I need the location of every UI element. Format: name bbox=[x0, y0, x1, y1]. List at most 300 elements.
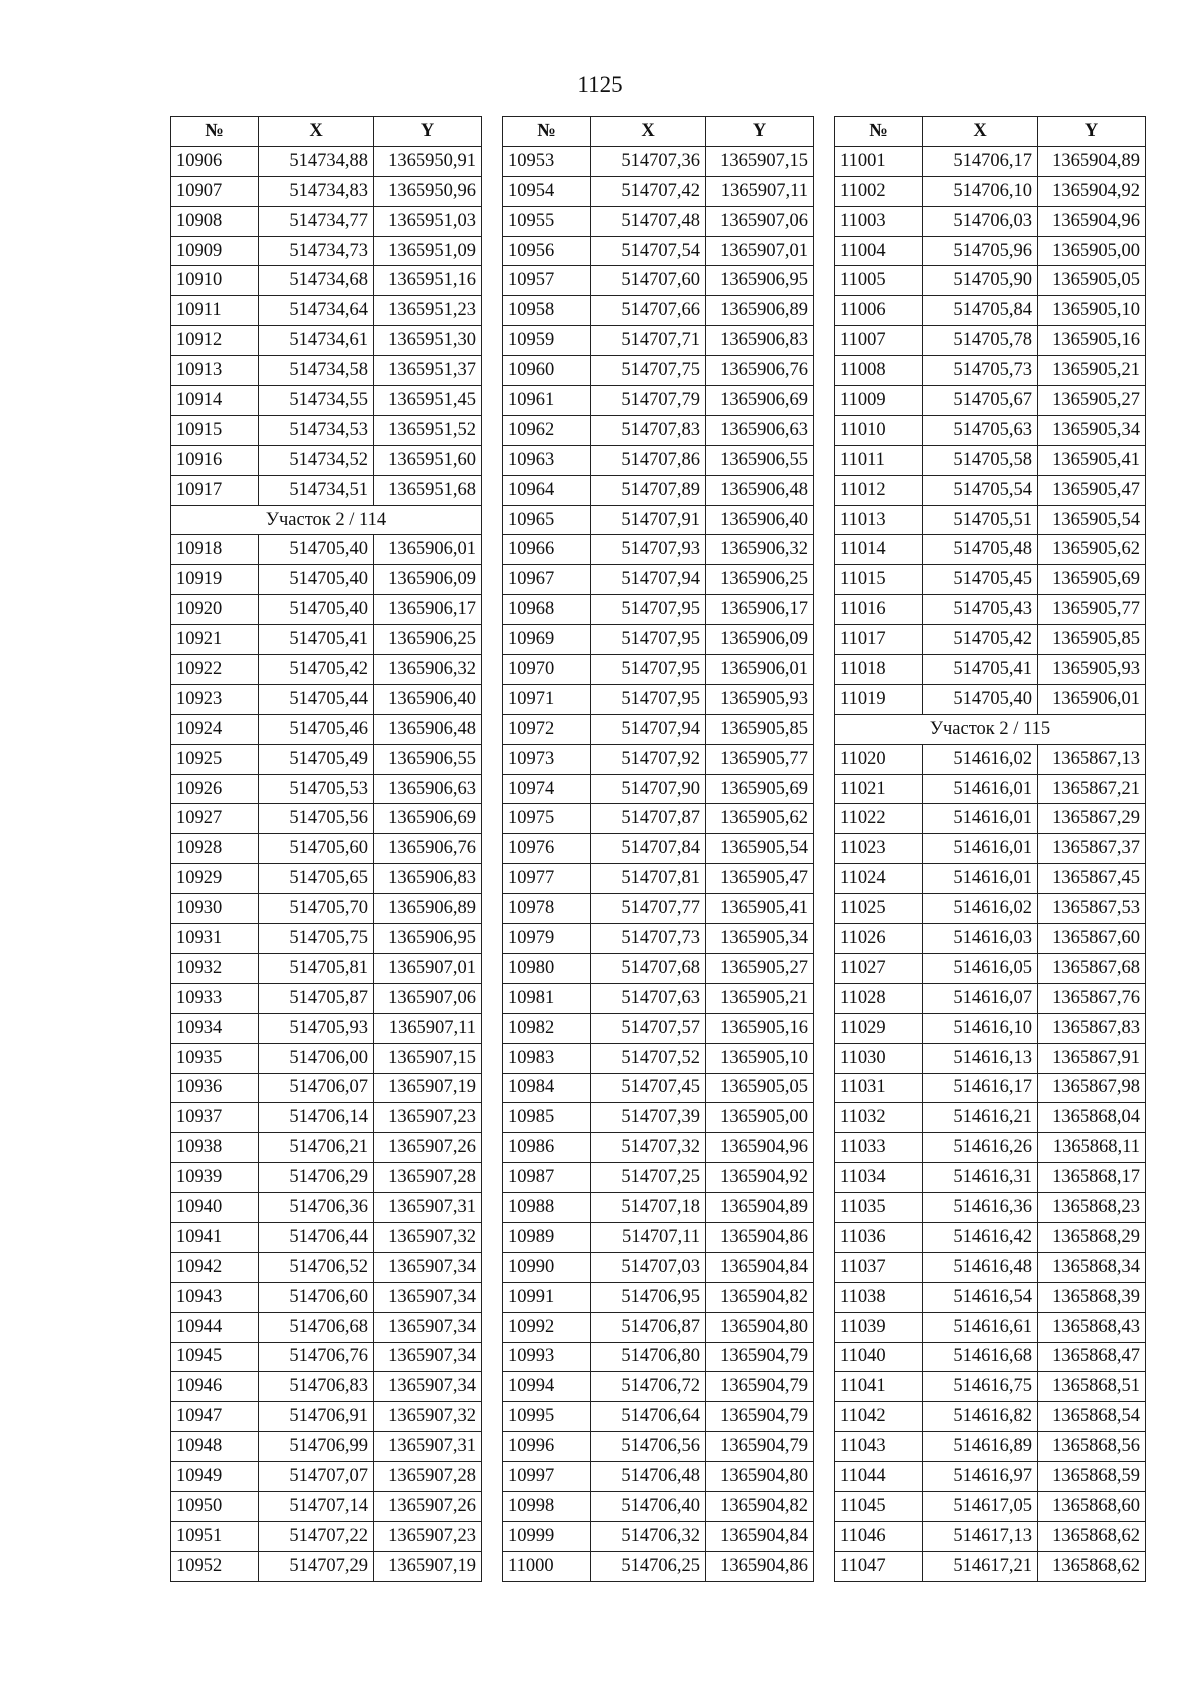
point-number: 10989 bbox=[503, 1222, 591, 1252]
point-number: 11030 bbox=[835, 1043, 923, 1073]
point-number: 11015 bbox=[835, 565, 923, 595]
point-number: 10967 bbox=[503, 565, 591, 595]
table-row bbox=[503, 565, 814, 595]
y-coordinate: 1365905,27 bbox=[1038, 386, 1146, 416]
point-number: 11021 bbox=[835, 774, 923, 804]
y-coordinate: 1365904,86 bbox=[706, 1551, 814, 1581]
y-coordinate: 1365868,29 bbox=[1038, 1222, 1146, 1252]
x-coordinate: 514705,40 bbox=[259, 535, 374, 565]
table-row bbox=[503, 326, 814, 356]
x-coordinate: 514707,90 bbox=[591, 774, 706, 804]
table-row bbox=[835, 236, 1146, 266]
point-number: 10982 bbox=[503, 1013, 591, 1043]
y-coordinate: 1365905,27 bbox=[706, 953, 814, 983]
point-number: 11007 bbox=[835, 326, 923, 356]
point-number: 10950 bbox=[171, 1491, 259, 1521]
table-row bbox=[835, 1282, 1146, 1312]
y-coordinate: 1365905,62 bbox=[706, 804, 814, 834]
x-coordinate: 514707,95 bbox=[591, 625, 706, 655]
x-coordinate: 514707,42 bbox=[591, 176, 706, 206]
table-row bbox=[835, 1133, 1146, 1163]
section-title: Участок 2 / 115 bbox=[835, 714, 1146, 744]
x-coordinate: 514734,83 bbox=[259, 176, 374, 206]
table-row bbox=[171, 804, 482, 834]
table-row bbox=[503, 296, 814, 326]
x-coordinate: 514734,53 bbox=[259, 415, 374, 445]
y-coordinate: 1365905,05 bbox=[706, 1073, 814, 1103]
point-number: 11014 bbox=[835, 535, 923, 565]
y-coordinate: 1365907,32 bbox=[374, 1222, 482, 1252]
point-number: 10986 bbox=[503, 1133, 591, 1163]
table-row bbox=[835, 1222, 1146, 1252]
table-row bbox=[835, 655, 1146, 685]
point-number: 10955 bbox=[503, 206, 591, 236]
header-number: № bbox=[503, 117, 591, 147]
y-coordinate: 1365950,96 bbox=[374, 176, 482, 206]
x-coordinate: 514705,46 bbox=[259, 714, 374, 744]
x-coordinate: 514617,13 bbox=[923, 1521, 1038, 1551]
point-number: 10979 bbox=[503, 924, 591, 954]
table-row bbox=[171, 266, 482, 296]
table-row bbox=[503, 266, 814, 296]
x-coordinate: 514706,64 bbox=[591, 1402, 706, 1432]
table-row bbox=[835, 894, 1146, 924]
point-number: 10962 bbox=[503, 415, 591, 445]
x-coordinate: 514707,36 bbox=[591, 146, 706, 176]
point-number: 10948 bbox=[171, 1432, 259, 1462]
x-coordinate: 514707,66 bbox=[591, 296, 706, 326]
point-number: 11009 bbox=[835, 386, 923, 416]
point-number: 11010 bbox=[835, 415, 923, 445]
y-coordinate: 1365867,53 bbox=[1038, 894, 1146, 924]
y-coordinate: 1365905,93 bbox=[1038, 655, 1146, 685]
y-coordinate: 1365907,28 bbox=[374, 1462, 482, 1492]
table-row bbox=[835, 1521, 1146, 1551]
x-coordinate: 514707,60 bbox=[591, 266, 706, 296]
x-coordinate: 514706,56 bbox=[591, 1432, 706, 1462]
table-row bbox=[835, 953, 1146, 983]
point-number: 10969 bbox=[503, 625, 591, 655]
point-number: 10924 bbox=[171, 714, 259, 744]
y-coordinate: 1365905,54 bbox=[1038, 505, 1146, 535]
table-row bbox=[171, 1252, 482, 1282]
x-coordinate: 514616,61 bbox=[923, 1312, 1038, 1342]
point-number: 10991 bbox=[503, 1282, 591, 1312]
x-coordinate: 514734,58 bbox=[259, 356, 374, 386]
table-row bbox=[503, 1103, 814, 1133]
table-row bbox=[835, 266, 1146, 296]
y-coordinate: 1365904,89 bbox=[1038, 146, 1146, 176]
y-coordinate: 1365905,10 bbox=[1038, 296, 1146, 326]
table-row bbox=[835, 1551, 1146, 1581]
coordinates-table-1 bbox=[170, 116, 482, 1582]
y-coordinate: 1365867,60 bbox=[1038, 924, 1146, 954]
y-coordinate: 1365868,51 bbox=[1038, 1372, 1146, 1402]
point-number: 11013 bbox=[835, 505, 923, 535]
x-coordinate: 514705,56 bbox=[259, 804, 374, 834]
point-number: 10943 bbox=[171, 1282, 259, 1312]
y-coordinate: 1365951,37 bbox=[374, 356, 482, 386]
x-coordinate: 514706,32 bbox=[591, 1521, 706, 1551]
point-number: 10907 bbox=[171, 176, 259, 206]
x-coordinate: 514706,29 bbox=[259, 1163, 374, 1193]
table-row bbox=[835, 684, 1146, 714]
y-coordinate: 1365904,89 bbox=[706, 1193, 814, 1223]
point-number: 10976 bbox=[503, 834, 591, 864]
table-row bbox=[835, 774, 1146, 804]
x-coordinate: 514705,73 bbox=[923, 356, 1038, 386]
table-row bbox=[503, 1551, 814, 1581]
table-row bbox=[503, 1133, 814, 1163]
x-coordinate: 514617,21 bbox=[923, 1551, 1038, 1581]
y-coordinate: 1365906,17 bbox=[706, 595, 814, 625]
x-coordinate: 514707,39 bbox=[591, 1103, 706, 1133]
y-coordinate: 1365906,83 bbox=[706, 326, 814, 356]
point-number: 10995 bbox=[503, 1402, 591, 1432]
point-number: 11034 bbox=[835, 1163, 923, 1193]
table-row bbox=[835, 1252, 1146, 1282]
point-number: 10911 bbox=[171, 296, 259, 326]
y-coordinate: 1365867,13 bbox=[1038, 744, 1146, 774]
y-coordinate: 1365868,62 bbox=[1038, 1551, 1146, 1581]
y-coordinate: 1365905,41 bbox=[706, 894, 814, 924]
table-row bbox=[171, 1551, 482, 1581]
x-coordinate: 514706,68 bbox=[259, 1312, 374, 1342]
point-number: 10916 bbox=[171, 445, 259, 475]
point-number: 10984 bbox=[503, 1073, 591, 1103]
x-coordinate: 514707,95 bbox=[591, 684, 706, 714]
y-coordinate: 1365904,82 bbox=[706, 1282, 814, 1312]
point-number: 11036 bbox=[835, 1222, 923, 1252]
table-body bbox=[503, 146, 814, 1581]
x-coordinate: 514705,43 bbox=[923, 595, 1038, 625]
table-row bbox=[171, 625, 482, 655]
y-coordinate: 1365905,16 bbox=[1038, 326, 1146, 356]
x-coordinate: 514616,75 bbox=[923, 1372, 1038, 1402]
y-coordinate: 1365906,32 bbox=[374, 655, 482, 685]
x-coordinate: 514707,14 bbox=[259, 1491, 374, 1521]
table-row bbox=[503, 236, 814, 266]
y-coordinate: 1365951,45 bbox=[374, 386, 482, 416]
table-row bbox=[503, 1073, 814, 1103]
y-coordinate: 1365906,48 bbox=[374, 714, 482, 744]
table-row bbox=[503, 475, 814, 505]
point-number: 10930 bbox=[171, 894, 259, 924]
point-number: 10906 bbox=[171, 146, 259, 176]
header-y: Y bbox=[1038, 117, 1146, 147]
x-coordinate: 514616,97 bbox=[923, 1462, 1038, 1492]
x-coordinate: 514707,52 bbox=[591, 1043, 706, 1073]
y-coordinate: 1365868,47 bbox=[1038, 1342, 1146, 1372]
x-coordinate: 514707,63 bbox=[591, 983, 706, 1013]
x-coordinate: 514706,44 bbox=[259, 1222, 374, 1252]
x-coordinate: 514707,45 bbox=[591, 1073, 706, 1103]
table-row bbox=[503, 1193, 814, 1223]
point-number: 10912 bbox=[171, 326, 259, 356]
point-number: 10980 bbox=[503, 953, 591, 983]
x-coordinate: 514705,45 bbox=[923, 565, 1038, 595]
table-row bbox=[503, 983, 814, 1013]
x-coordinate: 514707,95 bbox=[591, 595, 706, 625]
y-coordinate: 1365906,25 bbox=[374, 625, 482, 655]
x-coordinate: 514705,65 bbox=[259, 864, 374, 894]
table-row bbox=[503, 1491, 814, 1521]
table-row bbox=[503, 1043, 814, 1073]
x-coordinate: 514705,58 bbox=[923, 445, 1038, 475]
x-coordinate: 514734,73 bbox=[259, 236, 374, 266]
table-row bbox=[503, 924, 814, 954]
x-coordinate: 514705,75 bbox=[259, 924, 374, 954]
point-number: 10953 bbox=[503, 146, 591, 176]
point-number: 11045 bbox=[835, 1491, 923, 1521]
table-row bbox=[835, 834, 1146, 864]
y-coordinate: 1365867,68 bbox=[1038, 953, 1146, 983]
y-coordinate: 1365906,25 bbox=[706, 565, 814, 595]
point-number: 10935 bbox=[171, 1043, 259, 1073]
y-coordinate: 1365907,28 bbox=[374, 1163, 482, 1193]
point-number: 10908 bbox=[171, 206, 259, 236]
x-coordinate: 514707,91 bbox=[591, 505, 706, 535]
x-coordinate: 514705,60 bbox=[259, 834, 374, 864]
point-number: 11001 bbox=[835, 146, 923, 176]
table-row bbox=[503, 1342, 814, 1372]
table-row bbox=[835, 296, 1146, 326]
point-number: 11038 bbox=[835, 1282, 923, 1312]
table-row bbox=[503, 894, 814, 924]
table-row bbox=[171, 1402, 482, 1432]
table-row bbox=[171, 386, 482, 416]
y-coordinate: 1365906,48 bbox=[706, 475, 814, 505]
x-coordinate: 514734,61 bbox=[259, 326, 374, 356]
y-coordinate: 1365867,91 bbox=[1038, 1043, 1146, 1073]
y-coordinate: 1365905,47 bbox=[706, 864, 814, 894]
point-number: 10921 bbox=[171, 625, 259, 655]
point-number: 11024 bbox=[835, 864, 923, 894]
header-number: № bbox=[835, 117, 923, 147]
y-coordinate: 1365905,34 bbox=[706, 924, 814, 954]
table-row bbox=[171, 565, 482, 595]
y-coordinate: 1365868,62 bbox=[1038, 1521, 1146, 1551]
x-coordinate: 514707,95 bbox=[591, 655, 706, 685]
point-number: 10927 bbox=[171, 804, 259, 834]
table-row bbox=[835, 505, 1146, 535]
y-coordinate: 1365906,55 bbox=[706, 445, 814, 475]
point-number: 10918 bbox=[171, 535, 259, 565]
point-number: 11016 bbox=[835, 595, 923, 625]
y-coordinate: 1365905,10 bbox=[706, 1043, 814, 1073]
y-coordinate: 1365951,23 bbox=[374, 296, 482, 326]
table-row bbox=[503, 535, 814, 565]
table-row bbox=[503, 1282, 814, 1312]
table-row bbox=[171, 1073, 482, 1103]
y-coordinate: 1365907,32 bbox=[374, 1402, 482, 1432]
x-coordinate: 514705,54 bbox=[923, 475, 1038, 505]
table-row bbox=[171, 595, 482, 625]
y-coordinate: 1365868,11 bbox=[1038, 1133, 1146, 1163]
table-row bbox=[503, 1222, 814, 1252]
point-number: 10983 bbox=[503, 1043, 591, 1073]
point-number: 11032 bbox=[835, 1103, 923, 1133]
table-row bbox=[835, 1193, 1146, 1223]
point-number: 11033 bbox=[835, 1133, 923, 1163]
x-coordinate: 514705,40 bbox=[259, 565, 374, 595]
y-coordinate: 1365904,79 bbox=[706, 1402, 814, 1432]
table-row bbox=[171, 655, 482, 685]
x-coordinate: 514616,07 bbox=[923, 983, 1038, 1013]
point-number: 10934 bbox=[171, 1013, 259, 1043]
point-number: 11047 bbox=[835, 1551, 923, 1581]
x-coordinate: 514734,77 bbox=[259, 206, 374, 236]
table-row bbox=[171, 176, 482, 206]
y-coordinate: 1365868,56 bbox=[1038, 1432, 1146, 1462]
y-coordinate: 1365951,16 bbox=[374, 266, 482, 296]
point-number: 10915 bbox=[171, 415, 259, 445]
table-row bbox=[835, 1013, 1146, 1043]
table-row bbox=[171, 953, 482, 983]
y-coordinate: 1365906,55 bbox=[374, 744, 482, 774]
x-coordinate: 514616,05 bbox=[923, 953, 1038, 983]
x-coordinate: 514707,81 bbox=[591, 864, 706, 894]
y-coordinate: 1365906,32 bbox=[706, 535, 814, 565]
table-row bbox=[171, 744, 482, 774]
point-number: 10964 bbox=[503, 475, 591, 505]
point-number: 10958 bbox=[503, 296, 591, 326]
point-number: 10998 bbox=[503, 1491, 591, 1521]
point-number: 10942 bbox=[171, 1252, 259, 1282]
y-coordinate: 1365867,21 bbox=[1038, 774, 1146, 804]
point-number: 11039 bbox=[835, 1312, 923, 1342]
point-number: 11005 bbox=[835, 266, 923, 296]
point-number: 10936 bbox=[171, 1073, 259, 1103]
table-row bbox=[503, 356, 814, 386]
table-row bbox=[171, 296, 482, 326]
x-coordinate: 514734,68 bbox=[259, 266, 374, 296]
point-number: 10965 bbox=[503, 505, 591, 535]
point-number: 10909 bbox=[171, 236, 259, 266]
table-row bbox=[171, 894, 482, 924]
y-coordinate: 1365867,45 bbox=[1038, 864, 1146, 894]
x-coordinate: 514616,82 bbox=[923, 1402, 1038, 1432]
y-coordinate: 1365906,63 bbox=[706, 415, 814, 445]
point-number: 11026 bbox=[835, 924, 923, 954]
point-number: 11022 bbox=[835, 804, 923, 834]
y-coordinate: 1365907,19 bbox=[374, 1073, 482, 1103]
point-number: 10975 bbox=[503, 804, 591, 834]
table-body bbox=[835, 146, 1146, 1581]
y-coordinate: 1365951,60 bbox=[374, 445, 482, 475]
x-coordinate: 514616,26 bbox=[923, 1133, 1038, 1163]
table-row bbox=[835, 924, 1146, 954]
table-row bbox=[503, 415, 814, 445]
x-coordinate: 514616,54 bbox=[923, 1282, 1038, 1312]
point-number: 11040 bbox=[835, 1342, 923, 1372]
table-row bbox=[835, 386, 1146, 416]
section-header-row bbox=[835, 714, 1146, 744]
x-coordinate: 514706,25 bbox=[591, 1551, 706, 1581]
point-number: 10939 bbox=[171, 1163, 259, 1193]
y-coordinate: 1365906,76 bbox=[706, 356, 814, 386]
point-number: 10928 bbox=[171, 834, 259, 864]
x-coordinate: 514707,54 bbox=[591, 236, 706, 266]
table-row bbox=[503, 176, 814, 206]
y-coordinate: 1365906,09 bbox=[706, 625, 814, 655]
y-coordinate: 1365905,34 bbox=[1038, 415, 1146, 445]
x-coordinate: 514705,78 bbox=[923, 326, 1038, 356]
point-number: 10957 bbox=[503, 266, 591, 296]
x-coordinate: 514616,01 bbox=[923, 864, 1038, 894]
y-coordinate: 1365906,09 bbox=[374, 565, 482, 595]
y-coordinate: 1365867,29 bbox=[1038, 804, 1146, 834]
y-coordinate: 1365907,26 bbox=[374, 1133, 482, 1163]
point-number: 11017 bbox=[835, 625, 923, 655]
y-coordinate: 1365950,91 bbox=[374, 146, 482, 176]
x-coordinate: 514707,57 bbox=[591, 1013, 706, 1043]
x-coordinate: 514706,36 bbox=[259, 1193, 374, 1223]
x-coordinate: 514616,42 bbox=[923, 1222, 1038, 1252]
y-coordinate: 1365868,60 bbox=[1038, 1491, 1146, 1521]
table-row bbox=[503, 1402, 814, 1432]
header-x: X bbox=[259, 117, 374, 147]
x-coordinate: 514616,36 bbox=[923, 1193, 1038, 1223]
table-row bbox=[835, 1491, 1146, 1521]
point-number: 10981 bbox=[503, 983, 591, 1013]
table-row bbox=[835, 1163, 1146, 1193]
y-coordinate: 1365904,92 bbox=[706, 1163, 814, 1193]
y-coordinate: 1365907,06 bbox=[374, 983, 482, 1013]
point-number: 10987 bbox=[503, 1163, 591, 1193]
x-coordinate: 514707,89 bbox=[591, 475, 706, 505]
table-row bbox=[503, 804, 814, 834]
table-row bbox=[835, 356, 1146, 386]
x-coordinate: 514705,63 bbox=[923, 415, 1038, 445]
point-number: 10920 bbox=[171, 595, 259, 625]
point-number: 10956 bbox=[503, 236, 591, 266]
y-coordinate: 1365906,69 bbox=[374, 804, 482, 834]
table-body bbox=[171, 146, 482, 1581]
y-coordinate: 1365906,01 bbox=[374, 535, 482, 565]
x-coordinate: 514705,49 bbox=[259, 744, 374, 774]
table-row bbox=[171, 445, 482, 475]
table-row bbox=[503, 1163, 814, 1193]
x-coordinate: 514616,89 bbox=[923, 1432, 1038, 1462]
point-number: 10932 bbox=[171, 953, 259, 983]
table-header-row bbox=[503, 117, 814, 147]
y-coordinate: 1365907,34 bbox=[374, 1282, 482, 1312]
point-number: 10973 bbox=[503, 744, 591, 774]
table-row bbox=[503, 1013, 814, 1043]
x-coordinate: 514705,96 bbox=[923, 236, 1038, 266]
y-coordinate: 1365867,83 bbox=[1038, 1013, 1146, 1043]
y-coordinate: 1365907,26 bbox=[374, 1491, 482, 1521]
table-row bbox=[503, 1521, 814, 1551]
table-row bbox=[503, 1252, 814, 1282]
point-number: 10922 bbox=[171, 655, 259, 685]
table-row bbox=[171, 1043, 482, 1073]
y-coordinate: 1365907,06 bbox=[706, 206, 814, 236]
y-coordinate: 1365904,96 bbox=[1038, 206, 1146, 236]
point-number: 10963 bbox=[503, 445, 591, 475]
y-coordinate: 1365868,59 bbox=[1038, 1462, 1146, 1492]
point-number: 11046 bbox=[835, 1521, 923, 1551]
point-number: 11031 bbox=[835, 1073, 923, 1103]
x-coordinate: 514707,77 bbox=[591, 894, 706, 924]
point-number: 10960 bbox=[503, 356, 591, 386]
y-coordinate: 1365904,79 bbox=[706, 1432, 814, 1462]
table-row bbox=[835, 1462, 1146, 1492]
x-coordinate: 514707,11 bbox=[591, 1222, 706, 1252]
x-coordinate: 514706,60 bbox=[259, 1282, 374, 1312]
y-coordinate: 1365907,34 bbox=[374, 1342, 482, 1372]
